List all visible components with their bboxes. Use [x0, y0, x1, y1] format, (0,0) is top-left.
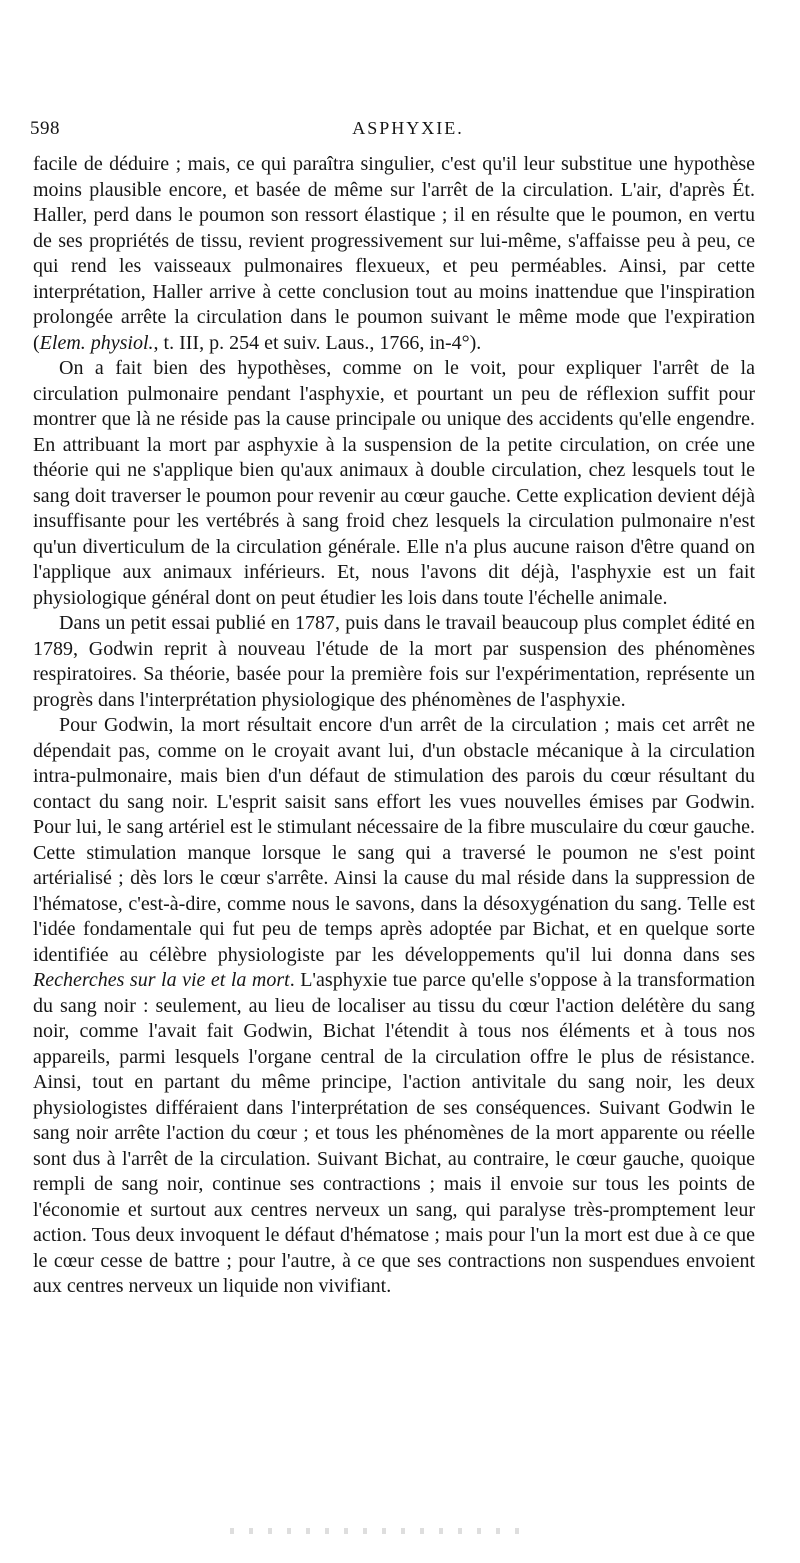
- body-text: [33, 152, 755, 1300]
- paragraph-2: [33, 356, 755, 611]
- paragraph-3: [33, 611, 755, 713]
- paragraph-1: [33, 152, 755, 356]
- paragraph-4: [33, 713, 755, 1300]
- running-head: [30, 118, 786, 148]
- print-bleed-through: [230, 1528, 530, 1534]
- text-segment: facile de déduire ; mais, ce qui paraîtra singulier, c'est qu'il leur substitue une hypothèse moins plausible encore, et basée de même sur l'arrêt de la circulation. L'air, d'après Ét. Haller, perd dans le poumon son ressort élastique ; il en résulte que le poumon, en vertu de ses propriétés de tissu, revient progressivement sur lui-même, s'affaisse peu à peu, ce qui rend les vaisseaux pulmonaires flexueux, et peu perméables. Ainsi, par cette interprétation, Haller arrive à cette conclusion tout au moins inattendue que l'inspiration prolongée arrête la circulation dans le poumon suivant le même mode que l'expiration (: [33, 153, 755, 354]
- text-segment: Dans un petit essai publié en 1787, puis dans le travail beaucoup plus complet édité en 1789, Godwin reprit à nouveau l'étude de la mort par suspension des phénomènes respiratoires. Sa théorie, basée pour la première fois sur l'expérimentation, représente un progrès dans l'interprétation physiologique des phénomènes de l'asphyxie.: [33, 612, 755, 711]
- text-segment: , t. III, p. 254 et suiv. Laus., 1766, in-4°).: [153, 331, 482, 354]
- page-number: 598: [30, 118, 60, 139]
- text-segment: . L'asphyxie tue parce qu'elle s'oppose à la transformation du sang noir : seulement, au lieu de localiser au tissu du cœur l'action delétère du sang noir, comme l'avait fait Godwin, Bichat l'étendit à tous nos éléments et à tous nos appareils, parmi lesquels l'organe central de la circulation offre le plus de résistance. Ainsi, tout en partant du même principe, l'action antivitale du sang noir, les deux physiologistes différaient dans l'interprétation de ses conséquences. Suivant Godwin le sang noir arrête l'action du cœur ; et tous les phénomènes de la mort apparente ou réelle sont dus à l'arrêt de la circulation. Suivant Bichat, au contraire, le cœur gauche, quoique rempli de sang noir, continue ses contractions ; mais il envoie sur tous les points de l'économie et surtout aux centres nerveux un sang, qui paralyse très-promptement leur action. Tous deux invoquent le défaut d'hématose ; mais pour l'un la mort est due à ce que le cœur cesse de battre ; pour l'autre, à ce que ses contractions non suspendues envoient aux centres nerveux un liquide non vivifiant.: [33, 969, 755, 1297]
- book-title: Recherches sur la vie et la mort: [33, 969, 290, 991]
- citation-title: Elem. physiol.: [39, 331, 154, 354]
- text-segment: Pour Godwin, la mort résultait encore d'un arrêt de la circulation ; mais cet arrêt ne dépendait pas, comme on le croyait avant lui, d'un obstacle mécanique à la circulation intra-pulmonaire, mais bien d'un défaut de stimulation des parois du cœur résultant du contact du sang noir. L'esprit saisit sans effort les vues nouvelles émises par Godwin. Pour lui, le sang artériel est le stimulant nécessaire de la fibre musculaire du cœur gauche. Cette stimulation manque lorsque le sang qui a traversé le poumon ne s'est point artérialisé ; dès lors le cœur s'arrête. Ainsi la cause du mal réside dans la suppression de l'hématose, c'est-à-dire, comme nous le savons, dans la désoxygénation du sang. Telle est l'idée fondamentale qui fut peu de temps après adoptée par Bichat, et en quelque sorte identifiée au célèbre physiologiste par les développements qu'il lui donna dans ses: [33, 714, 755, 966]
- running-title: ASPHYXIE.: [352, 118, 464, 138]
- text-segment: On a fait bien des hypothèses, comme on le voit, pour expliquer l'arrêt de la circulation pulmonaire pendant l'asphyxie, et pourtant un peu de réflexion suffit pour montrer que là ne réside pas la cause principale ou unique des accidents qu'elle engendre. En attribuant la mort par asphyxie à la suspension de la petite circulation, on crée une théorie qui ne s'applique bien qu'aux animaux à double circulation, chez lesquels tout le sang doit traverser le poumon pour revenir au cœur gauche. Cette explication devient déjà insuffisante pour les vertébrés à sang froid chez lesquels la circulation pulmonaire n'est qu'un diverticulum de la circulation générale. Elle n'a plus aucune raison d'être quand on l'applique aux animaux inférieurs. Et, nous l'avons dit déjà, l'asphyxie est un fait physiologique général dont on peut étudier les lois dans toute l'échelle animale.: [33, 357, 755, 609]
